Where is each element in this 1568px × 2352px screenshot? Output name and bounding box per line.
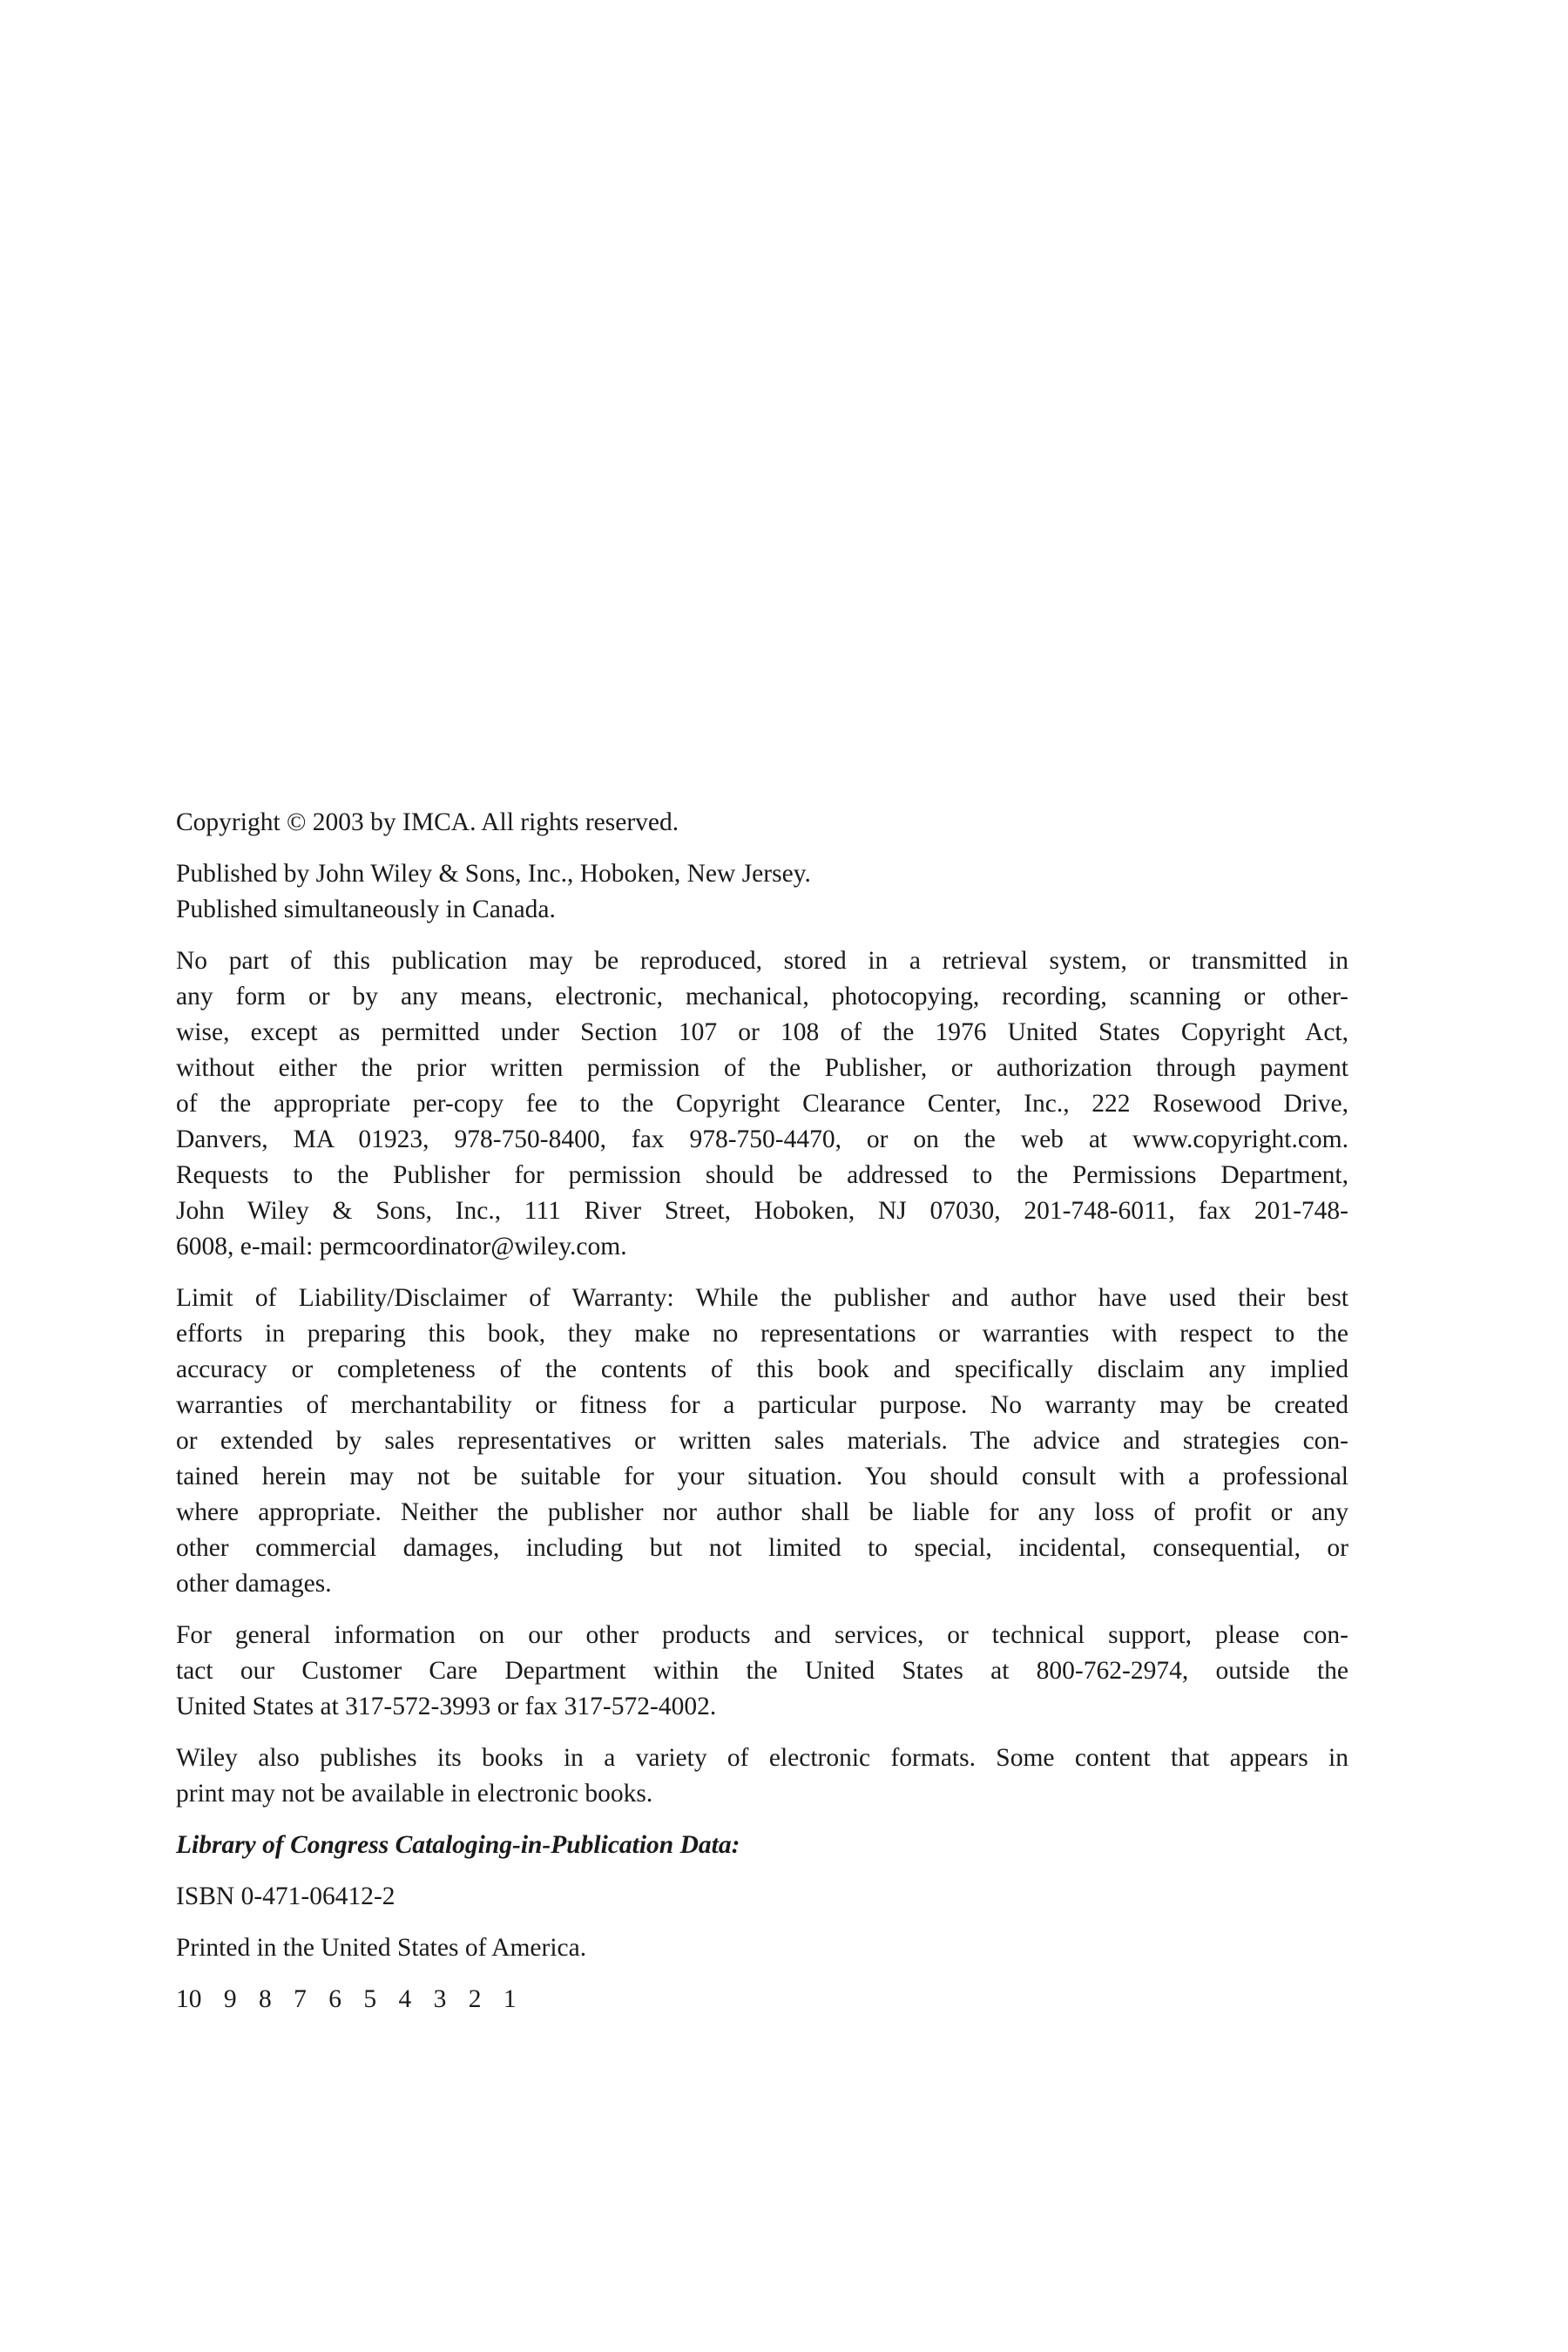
rights-notice-line: wise, except as permitted under Section 107 or 108 of the 1976 United States Copyright Act, [176, 1018, 1348, 1046]
general-info-line: United States at 317-572-3993 or fax 317-572-4002. [176, 1693, 717, 1720]
disclaimer-line: other damages. [176, 1570, 332, 1598]
electronic-formats-line: Wiley also publishes its books in a variety of electronic formats. Some content that appears in [176, 1744, 1348, 1772]
rights-notice-line: Danvers, MA 01923, 978-750-8400, fax 978-750-4470, or on the web at www.copyright.com. [176, 1125, 1348, 1153]
disclaimer-line: tained herein may not be suitable for your situation. You should consult with a professional [176, 1463, 1348, 1490]
general-info-paragraph [176, 1618, 1348, 1725]
disclaimer-line: where appropriate. Neither the publisher nor author shall be liable for any loss of profit or any [176, 1498, 1348, 1526]
disclaimer-paragraph [176, 1281, 1348, 1602]
disclaimer-line: efforts in preparing this book, they make no representations or warranties with respect to the [176, 1320, 1348, 1348]
general-info-line: tact our Customer Care Department within the United States at 800-762-2974, outside the [176, 1657, 1348, 1685]
copyright-text-block [176, 805, 1348, 2033]
disclaimer-line: warranties of merchantability or fitness for a particular purpose. No warranty may be created [176, 1391, 1348, 1419]
disclaimer-line: other commercial damages, including but not limited to special, incidental, consequential, or [176, 1534, 1348, 1562]
printed-in-line: Printed in the United States of America. [176, 1934, 587, 1962]
disclaimer-line: Limit of Liability/Disclaimer of Warranty: While the publisher and author have used their best [176, 1284, 1348, 1312]
disclaimer-line: accuracy or completeness of the contents of this book and specifically disclaim any implied [176, 1355, 1348, 1383]
rights-notice-line: any form or by any means, electronic, mechanical, photocopying, recording, scanning or other- [176, 983, 1348, 1010]
rights-notice-line: of the appropriate per-copy fee to the Copyright Clearance Center, Inc., 222 Rosewood Drive, [176, 1090, 1348, 1118]
rights-notice-line: without either the prior written permission of the Publisher, or authorization through payment [176, 1054, 1348, 1082]
rights-notice-paragraph [176, 943, 1348, 1265]
electronic-formats-line: print may not be available in electronic books. [176, 1780, 653, 1808]
published-canada-line: Published simultaneously in Canada. [176, 896, 556, 923]
disclaimer-line: or extended by sales representatives or written sales materials. The advice and strategies con- [176, 1427, 1348, 1455]
printing-numbers: 10 9 8 7 6 5 4 3 2 1 [176, 1985, 517, 2013]
lccn-heading: Library of Congress Cataloging-in-Publication Data: [176, 1831, 740, 1859]
rights-notice-line: Requests to the Publisher for permission should be addressed to the Permissions Department, [176, 1161, 1348, 1189]
rights-notice-line: 6008, e-mail: permcoordinator@wiley.com. [176, 1233, 627, 1260]
rights-notice-line: No part of this publication may be reproduced, stored in a retrieval system, or transmitted in [176, 947, 1348, 975]
published-by-line: Published by John Wiley & Sons, Inc., Hoboken, New Jersey. [176, 860, 811, 888]
published-by-paragraph [176, 856, 1348, 928]
electronic-formats-paragraph [176, 1740, 1348, 1812]
rights-notice-line: John Wiley & Sons, Inc., 111 River Street, Hoboken, NJ 07030, 201-748-6011, fax 201-748- [176, 1197, 1348, 1225]
general-info-line: For general information on our other products and services, or technical support, please con- [176, 1621, 1348, 1649]
copyright-line: Copyright © 2003 by IMCA. All rights reserved. [176, 808, 679, 836]
isbn-line: ISBN 0-471-06412-2 [176, 1882, 395, 1910]
